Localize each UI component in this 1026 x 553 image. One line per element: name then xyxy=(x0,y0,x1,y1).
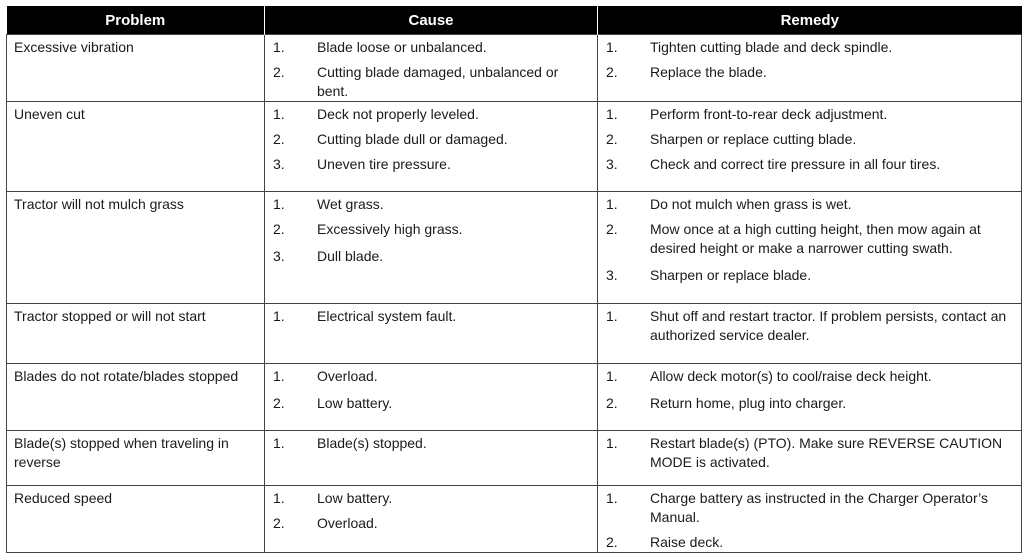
problem-cell: Blade(s) stopped when traveling in reverse xyxy=(7,431,265,486)
item-number: 1. xyxy=(606,106,618,122)
remedy-cell xyxy=(598,431,1022,486)
item-number: 1. xyxy=(273,196,285,212)
problem-cell: Reduced speed xyxy=(7,486,265,553)
cause-item xyxy=(269,130,593,149)
item-number: 3. xyxy=(273,248,285,264)
cause-item xyxy=(269,307,593,326)
cause-cell xyxy=(265,364,598,431)
item-text: Charge battery as instructed in the Charger Operator’s Manual. xyxy=(650,490,988,525)
cause-item xyxy=(269,38,593,57)
item-text: Low battery. xyxy=(317,490,393,506)
cause-item xyxy=(269,195,593,214)
item-number: 2. xyxy=(606,131,618,147)
item-number: 2. xyxy=(606,64,618,80)
remedy-cell xyxy=(598,35,1022,102)
cause-item xyxy=(269,105,593,124)
item-text: Dull blade. xyxy=(317,248,384,264)
item-number: 3. xyxy=(606,267,618,283)
item-text: Perform front-to-rear deck adjustment. xyxy=(650,106,888,122)
problem-cell: Uneven cut xyxy=(7,102,265,192)
cause-item xyxy=(269,394,593,413)
item-number: 3. xyxy=(606,156,618,172)
item-number: 3. xyxy=(273,156,285,172)
cause-cell xyxy=(265,192,598,304)
cause-item xyxy=(269,514,593,533)
item-number: 1. xyxy=(606,196,618,212)
item-number: 1. xyxy=(606,490,618,506)
remedy-cell xyxy=(598,102,1022,192)
remedy-item xyxy=(602,266,1017,285)
item-text: Overload. xyxy=(317,515,378,531)
item-number: 2. xyxy=(606,534,618,550)
remedy-item xyxy=(602,367,1017,386)
item-number: 1. xyxy=(606,435,618,451)
table-row xyxy=(7,35,1022,102)
item-number: 1. xyxy=(606,308,618,324)
item-text: Replace the blade. xyxy=(650,64,767,80)
item-text: Cutting blade damaged, unbalanced or bent. xyxy=(317,64,559,99)
item-text: Wet grass. xyxy=(317,196,384,212)
item-number: 1. xyxy=(273,368,285,384)
remedy-item xyxy=(602,533,1017,552)
remedy-item xyxy=(602,155,1017,174)
cause-item xyxy=(269,63,593,101)
remedy-item xyxy=(602,394,1017,413)
item-text: Tighten cutting blade and deck spindle. xyxy=(650,39,893,55)
cause-item xyxy=(269,434,593,453)
table-row xyxy=(7,102,1022,192)
item-number: 2. xyxy=(273,131,285,147)
cause-item xyxy=(269,155,593,174)
item-number: 1. xyxy=(606,39,618,55)
header-cause: Cause xyxy=(265,6,598,35)
cause-item xyxy=(269,489,593,508)
item-number: 1. xyxy=(273,490,285,506)
item-number: 2. xyxy=(273,221,285,237)
item-number: 1. xyxy=(273,39,285,55)
item-text: Do not mulch when grass is wet. xyxy=(650,196,852,212)
item-text: Excessively high grass. xyxy=(317,221,463,237)
cause-item xyxy=(269,220,593,239)
item-text: Restart blade(s) (PTO). Make sure REVERSE CAUTION MODE is activated. xyxy=(650,435,1003,470)
item-text: Blade(s) stopped. xyxy=(317,435,427,451)
remedy-cell xyxy=(598,192,1022,304)
item-number: 1. xyxy=(273,435,285,451)
remedy-cell xyxy=(598,304,1022,364)
remedy-item xyxy=(602,105,1017,124)
cause-cell xyxy=(265,102,598,192)
item-text: Check and correct tire pressure in all four tires. xyxy=(650,156,941,172)
problem-cell: Blades do not rotate/blades stopped xyxy=(7,364,265,431)
item-number: 1. xyxy=(273,106,285,122)
item-text: Raise deck. xyxy=(650,534,724,550)
cause-cell xyxy=(265,304,598,364)
item-text: Low battery. xyxy=(317,395,393,411)
item-text: Uneven tire pressure. xyxy=(317,156,451,172)
item-text: Sharpen or replace cutting blade. xyxy=(650,131,857,147)
cause-cell xyxy=(265,35,598,102)
item-text: Shut off and restart tractor. If problem persists, contact an authorized service dealer. xyxy=(650,308,1007,343)
table-row xyxy=(7,486,1022,553)
table-row xyxy=(7,192,1022,304)
cause-cell xyxy=(265,486,598,553)
table-row xyxy=(7,364,1022,431)
problem-cell: Excessive vibration xyxy=(7,35,265,102)
item-number: 2. xyxy=(606,221,618,237)
remedy-item xyxy=(602,195,1017,214)
problem-cell: Tractor stopped or will not start xyxy=(7,304,265,364)
item-number: 1. xyxy=(606,368,618,384)
remedy-item xyxy=(602,489,1017,527)
item-text: Overload. xyxy=(317,368,378,384)
item-number: 1. xyxy=(273,308,285,324)
cause-item xyxy=(269,247,593,266)
item-number: 2. xyxy=(606,395,618,411)
remedy-cell xyxy=(598,486,1022,553)
table-row xyxy=(7,304,1022,364)
item-text: Deck not properly leveled. xyxy=(317,106,479,122)
item-text: Return home, plug into charger. xyxy=(650,395,847,411)
remedy-cell xyxy=(598,364,1022,431)
item-number: 2. xyxy=(273,64,285,80)
item-text: Cutting blade dull or damaged. xyxy=(317,131,508,147)
item-number: 2. xyxy=(273,515,285,531)
remedy-item xyxy=(602,63,1017,82)
header-remedy: Remedy xyxy=(598,6,1022,35)
cause-item xyxy=(269,367,593,386)
remedy-item xyxy=(602,220,1017,258)
remedy-item xyxy=(602,307,1017,345)
troubleshooting-table xyxy=(6,6,1022,553)
item-text: Mow once at a high cutting height, then mow again at desired height or make a narrower cutting swath. xyxy=(650,221,981,256)
item-text: Allow deck motor(s) to cool/raise deck height. xyxy=(650,368,932,384)
remedy-item xyxy=(602,434,1017,472)
item-text: Electrical system fault. xyxy=(317,308,457,324)
table-header xyxy=(7,6,1022,35)
item-text: Sharpen or replace blade. xyxy=(650,267,812,283)
item-number: 2. xyxy=(273,395,285,411)
remedy-item xyxy=(602,130,1017,149)
item-text: Blade loose or unbalanced. xyxy=(317,39,487,55)
remedy-item xyxy=(602,38,1017,57)
table-body xyxy=(7,35,1022,553)
problem-cell: Tractor will not mulch grass xyxy=(7,192,265,304)
cause-cell xyxy=(265,431,598,486)
table-row xyxy=(7,431,1022,486)
header-problem: Problem xyxy=(7,6,265,35)
